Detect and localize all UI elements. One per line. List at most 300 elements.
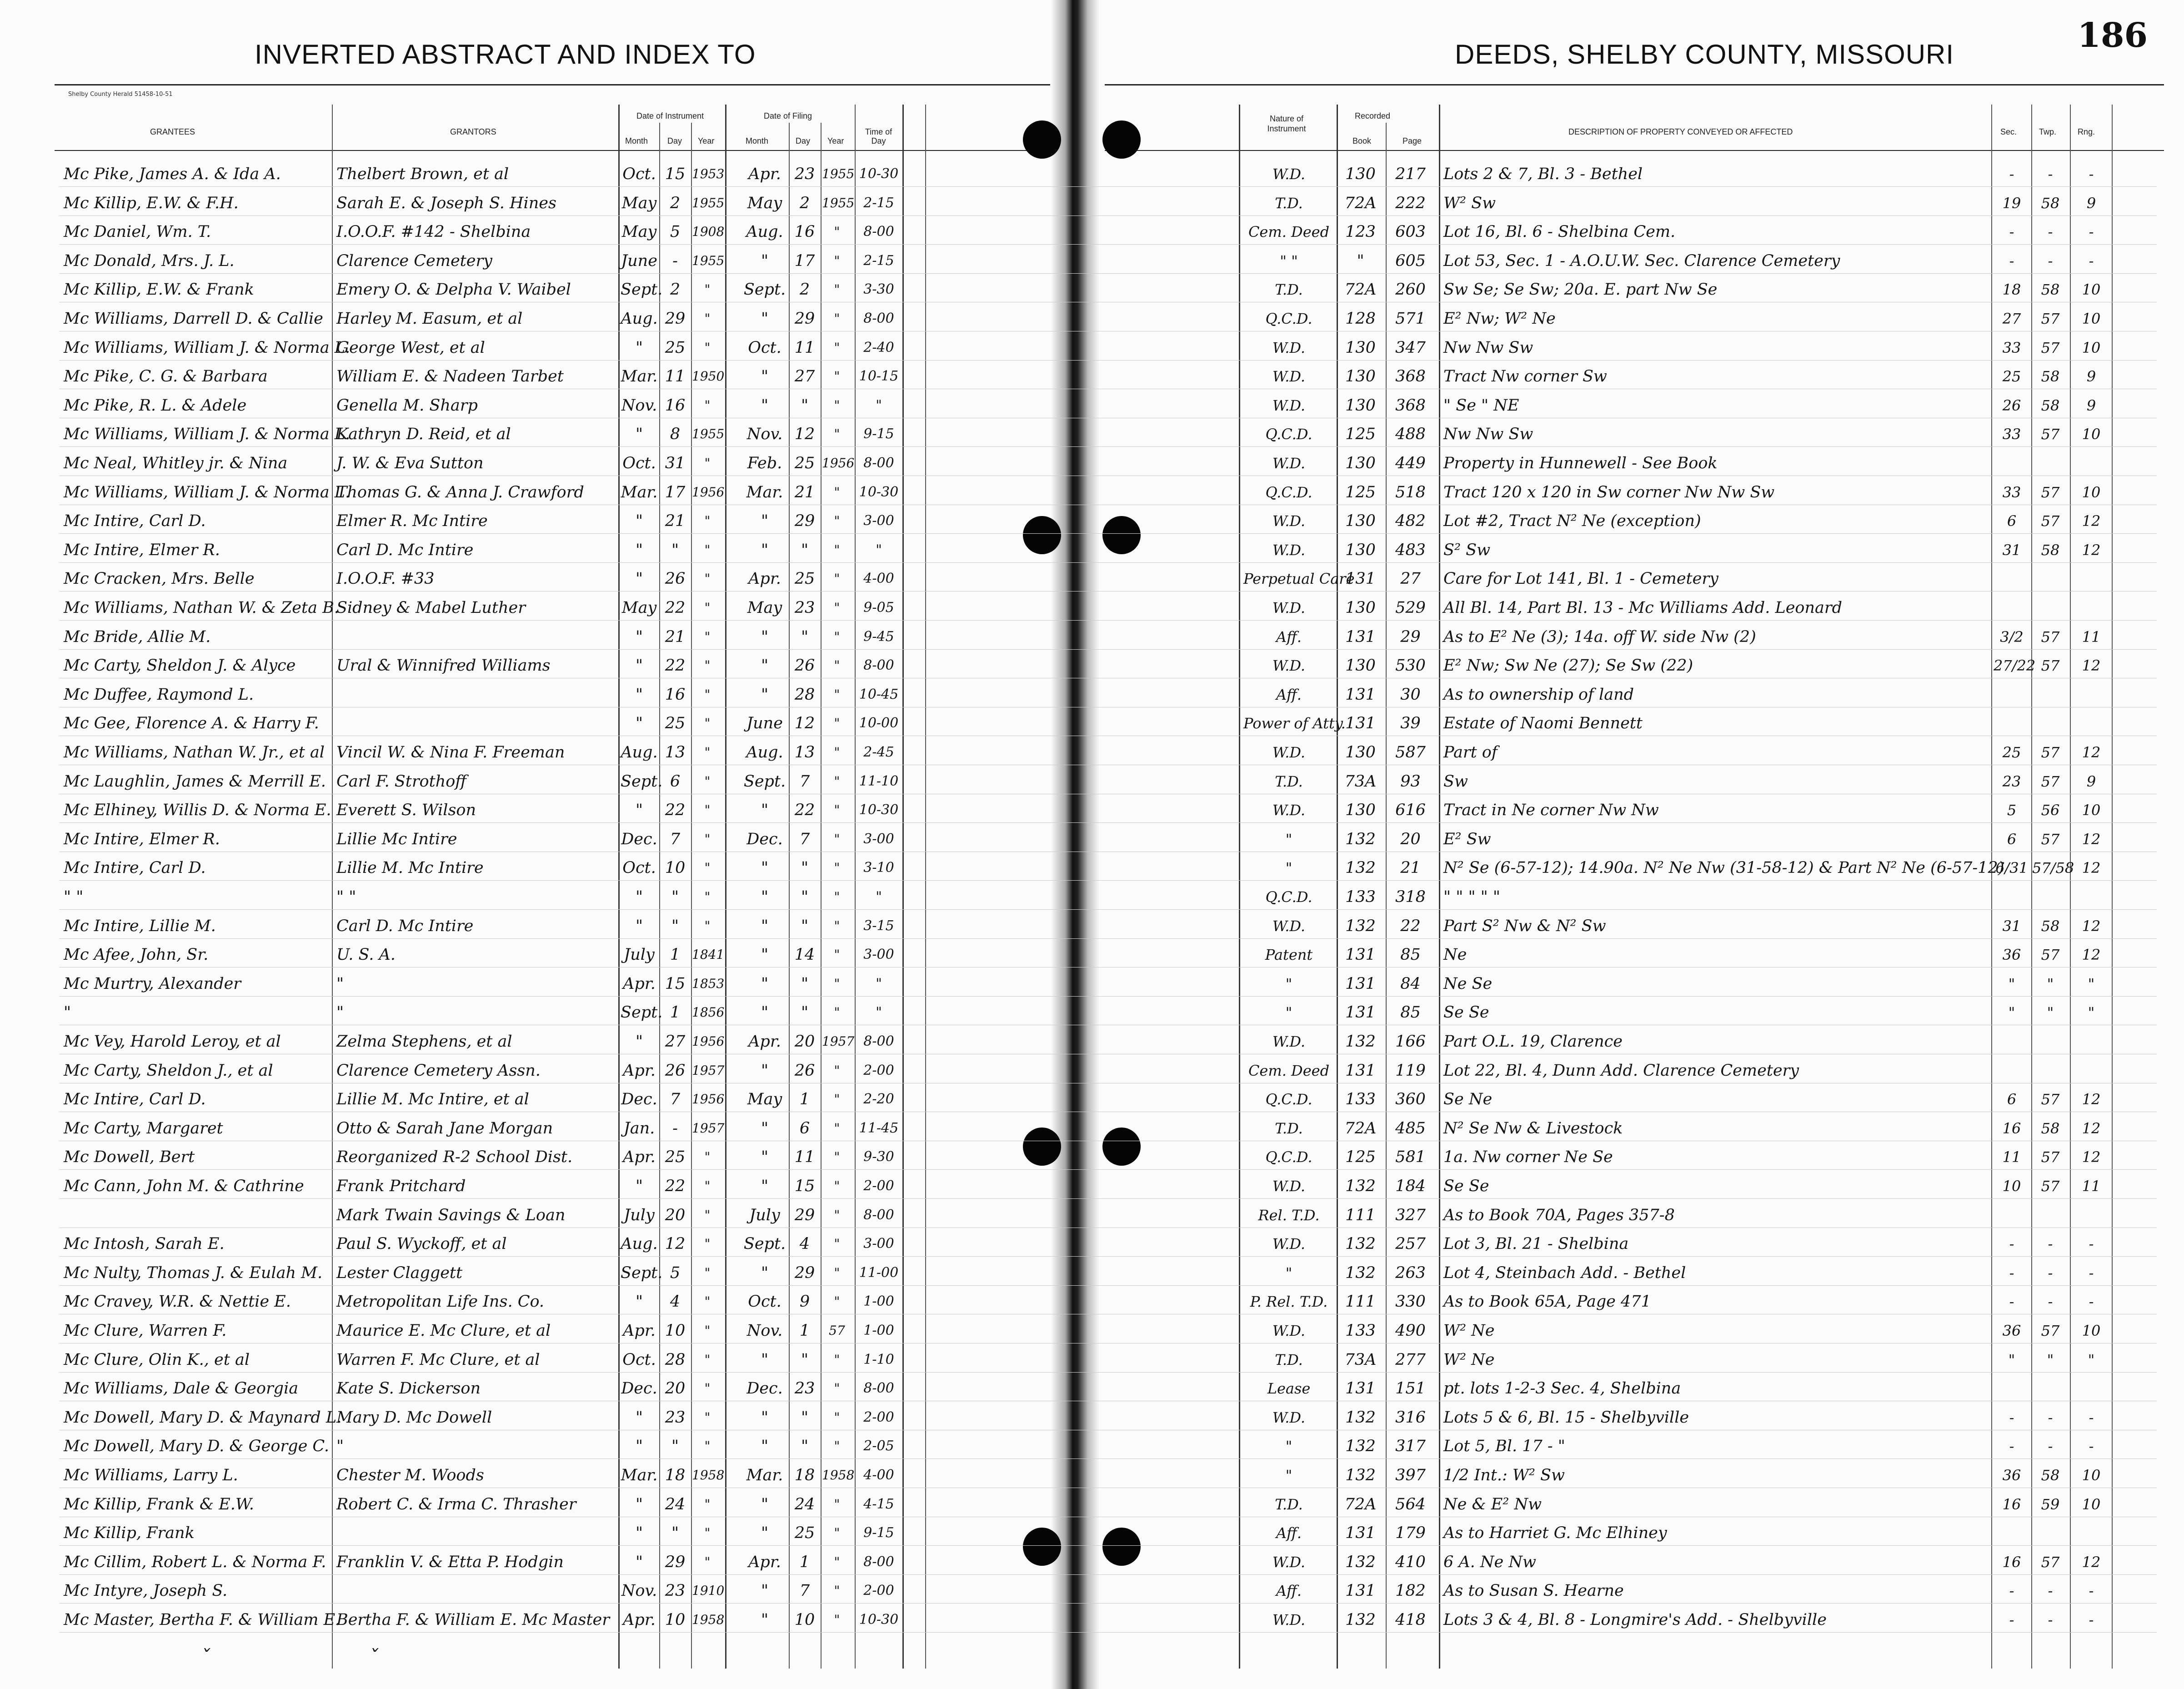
filing-year-cell: " [834, 1005, 840, 1020]
twp-cell: 57 [2041, 1148, 2060, 1166]
nature-cell: W.D. [1272, 1553, 1306, 1571]
table-row [0, 855, 2184, 881]
grantee-cell: Mc Donald, Mrs. J. L. [64, 251, 235, 270]
instrument-month-cell: May [621, 599, 657, 617]
page-cell: 564 [1395, 1495, 1426, 1514]
rng-cell: 12 [2082, 541, 2101, 559]
filing-month-cell: " [761, 801, 769, 820]
twp-cell: 57/58 [2032, 859, 2074, 877]
instrument-month-cell: " [635, 1408, 643, 1427]
table-row [0, 306, 2184, 331]
table-row [0, 1549, 2184, 1575]
table-row [0, 161, 2184, 187]
description-cell: Part of [1443, 743, 1498, 762]
col-date-of-filing: Date of Filing [764, 111, 812, 120]
filing-day-cell: 1 [799, 1090, 810, 1109]
twp-cell: 57 [2041, 483, 2060, 501]
filing-month-cell: " [761, 1408, 769, 1427]
description-cell: Lot 4, Steinbach Add. - Bethel [1443, 1263, 1686, 1282]
table-row [0, 1173, 2184, 1199]
page-cell: 485 [1395, 1119, 1426, 1138]
instrument-year-cell: " [704, 311, 711, 326]
grantor-cell: George West, et al [336, 338, 485, 357]
instrument-day-cell: 23 [665, 1408, 686, 1427]
filing-year-cell: " [834, 1092, 840, 1107]
instrument-month-cell: " [635, 714, 643, 733]
description-cell: pt. lots 1-2-3 Sec. 4, Shelbina [1443, 1379, 1681, 1398]
instrument-day-cell: 25 [665, 714, 686, 733]
grantor-cell: Ural & Winnifred Williams [336, 657, 551, 675]
instrument-month-cell: Aug. [621, 1235, 658, 1253]
filing-day-cell: 10 [794, 1611, 815, 1629]
twp-cell: - [2048, 165, 2053, 183]
instrument-day-cell: 1 [670, 1003, 681, 1022]
instrument-year-cell: 1958 [692, 1468, 725, 1483]
book-cell: 130 [1345, 512, 1376, 531]
filing-time-cell: 8-00 [863, 311, 894, 326]
instrument-day-cell: 8 [670, 425, 681, 444]
row-rule [59, 1372, 2157, 1373]
filing-year-cell: 1955 [822, 166, 855, 181]
table-row [0, 1144, 2184, 1170]
header-rule-left [55, 84, 1050, 85]
filing-day-cell: 29 [794, 310, 815, 328]
col-day: Day [667, 136, 682, 145]
nature-cell: Rel. T.D. [1258, 1206, 1320, 1224]
grantee-cell: Mc Elhiney, Willis D. & Norma E. [64, 801, 331, 820]
col-filing-day: Day [796, 136, 811, 145]
instrument-year-cell: 1841 [692, 947, 725, 962]
instrument-month-cell: Nov. [621, 396, 657, 415]
grantee-cell: Mc Dowell, Mary D. & Maynard L. [64, 1408, 342, 1427]
filing-year-cell: 57 [829, 1323, 845, 1338]
nature-cell: W.D. [1272, 368, 1306, 386]
table-row [0, 480, 2184, 505]
twp-cell: - [2048, 252, 2053, 270]
book-cell: 132 [1345, 1177, 1376, 1195]
col-filing-year: Year [827, 136, 844, 145]
grantor-cell: " [336, 1437, 344, 1456]
page-cell: 330 [1395, 1293, 1426, 1311]
twp-cell: 58 [2041, 917, 2060, 935]
book-cell: " [1357, 251, 1364, 270]
filing-day-cell: 25 [794, 1524, 815, 1543]
nature-cell: P. Rel. T.D. [1250, 1293, 1328, 1311]
instrument-month-cell: June [621, 251, 657, 270]
instrument-year-cell: 1956 [692, 1092, 725, 1107]
page-cell: 84 [1400, 974, 1421, 993]
filing-year-cell: " [834, 1438, 840, 1454]
instrument-month-cell: Apr. [623, 1611, 656, 1629]
instrument-day-cell: 16 [665, 396, 686, 415]
grantor-cell: Warren F. Mc Clure, et al [336, 1350, 540, 1369]
nature-cell: W.D. [1272, 455, 1306, 472]
book-cell: 130 [1345, 367, 1376, 386]
filing-month-cell: Aug. [746, 743, 783, 762]
grantee-cell: Mc Cravey, W.R. & Nettie E. [64, 1293, 291, 1311]
filing-year-cell: " [834, 773, 840, 789]
filing-time-cell: 9-05 [863, 600, 894, 616]
twp-cell: " [2047, 1004, 2054, 1022]
filing-day-cell: 29 [794, 1206, 815, 1224]
description-cell: Care for Lot 141, Bl. 1 - Cemetery [1443, 570, 1718, 588]
filing-day-cell: 12 [794, 425, 815, 444]
filing-month-cell: May [747, 194, 782, 212]
filing-year-cell: " [834, 484, 840, 500]
row-rule [59, 620, 2157, 621]
nature-cell: T.D. [1275, 1119, 1303, 1137]
row-rule [59, 562, 2157, 563]
row-rule [59, 996, 2157, 997]
filing-year-cell: " [834, 340, 840, 355]
instrument-month-cell: " [635, 1524, 643, 1543]
nature-cell: W.D. [1272, 802, 1306, 819]
filing-year-cell: " [834, 831, 840, 847]
rng-cell: 10 [2082, 339, 2101, 356]
description-cell: Lots 2 & 7, Bl. 3 - Bethel [1443, 165, 1643, 183]
instrument-year-cell: " [704, 600, 711, 615]
filing-time-cell: 10-45 [859, 686, 899, 702]
page-number: 186 [2077, 16, 2148, 55]
description-cell: Lot 16, Bl. 6 - Shelbina Cem. [1443, 223, 1676, 241]
sec-cell: 36 [2002, 946, 2021, 964]
twp-cell: 57 [2041, 310, 2060, 327]
grantee-cell: Mc Afee, John, Sr. [64, 946, 209, 964]
instrument-month-cell: Oct. [622, 1350, 656, 1369]
nature-cell: Q.C.D. [1265, 483, 1312, 501]
rng-cell: 9 [2086, 396, 2096, 414]
filing-month-cell: " [761, 1611, 769, 1629]
table-row [0, 1463, 2184, 1488]
instrument-day-cell: " [671, 541, 679, 559]
grantor-cell: Kathryn D. Reid, et al [336, 425, 511, 444]
table-row [0, 190, 2184, 216]
sec-cell: " [2008, 1004, 2015, 1022]
filing-time-cell: 10-00 [859, 715, 899, 732]
filing-day-cell: " [801, 974, 809, 993]
instrument-year-cell: " [704, 1323, 711, 1338]
description-cell: Lot 3, Bl. 21 - Shelbina [1443, 1235, 1629, 1253]
filing-month-cell: " [761, 541, 769, 559]
page-cell: 85 [1400, 1003, 1421, 1022]
col-book: Book [1352, 136, 1372, 145]
book-cell: 125 [1345, 483, 1376, 501]
filing-day-cell: 11 [794, 338, 815, 357]
filing-time-cell: " [876, 1004, 882, 1021]
instrument-day-cell: 17 [665, 483, 686, 501]
filing-time-cell: 2-15 [863, 195, 894, 211]
grantee-cell: Mc Cracken, Mrs. Belle [64, 570, 255, 588]
filing-month-cell: " [761, 1061, 769, 1080]
grantor-cell: William E. & Nadeen Tarbet [336, 367, 564, 386]
instrument-month-cell: " [635, 917, 643, 935]
description-cell: S² Sw [1443, 541, 1491, 559]
rng-cell: - [2089, 1438, 2094, 1455]
twp-cell: - [2048, 1582, 2053, 1600]
twp-cell: 57 [2041, 512, 2060, 530]
rng-cell: - [2089, 1264, 2094, 1282]
page-cell: 30 [1400, 685, 1421, 704]
sec-cell: - [2009, 252, 2014, 270]
nature-cell: T.D. [1275, 281, 1303, 299]
filing-day-cell: " [801, 1350, 809, 1369]
twp-cell: 58 [2041, 281, 2060, 299]
description-cell: Ne & E² Nw [1443, 1495, 1542, 1514]
page-cell: 21 [1400, 859, 1421, 877]
page-cell: 490 [1395, 1322, 1426, 1340]
filing-day-cell: " [801, 1003, 809, 1022]
table-row [0, 711, 2184, 736]
instrument-year-cell: " [704, 397, 711, 413]
rng-cell: 12 [2082, 657, 2101, 675]
nature-cell: W.D. [1272, 1178, 1306, 1195]
col-nature: Nature of Instrument [1267, 114, 1306, 133]
filing-month-cell: Apr. [748, 165, 781, 183]
grantee-cell: Mc Killip, Frank [64, 1524, 195, 1543]
table-row [0, 1029, 2184, 1054]
page-cell: 222 [1395, 194, 1426, 212]
instrument-month-cell: May [621, 194, 657, 212]
book-cell: 130 [1345, 454, 1376, 472]
grantee-cell: Mc Carty, Sheldon J., et al [64, 1061, 273, 1080]
filing-day-cell: 6 [799, 1119, 810, 1138]
nature-cell: W.D. [1272, 339, 1306, 356]
description-cell: E² Nw; W² Ne [1443, 310, 1556, 328]
filing-time-cell: 3-10 [863, 860, 894, 876]
instrument-month-cell: Sept. [621, 1003, 663, 1022]
instrument-day-cell: 1 [670, 946, 681, 964]
instrument-year-cell: 1910 [692, 1583, 725, 1599]
filing-month-cell: " [761, 1263, 769, 1282]
twp-cell: 57 [2041, 628, 2060, 646]
table-row [0, 1203, 2184, 1228]
grantee-cell: Mc Vey, Harold Leroy, et al [64, 1032, 281, 1051]
filing-year-cell: " [834, 311, 840, 326]
filing-month-cell: Mar. [746, 483, 783, 501]
filing-day-cell: 12 [794, 714, 815, 733]
sec-cell: 33 [2002, 483, 2021, 501]
grantee-cell: Mc Williams, Nathan W. & Zeta B. [64, 599, 339, 617]
sec-cell: 6 [2007, 1091, 2017, 1108]
description-cell: Lot #2, Tract N² Ne (exception) [1443, 512, 1701, 531]
book-cell: 131 [1345, 1003, 1376, 1022]
grantor-cell: " [336, 974, 344, 993]
filing-year-cell: " [834, 745, 840, 760]
filing-month-cell: Sept. [743, 772, 786, 791]
filing-month-cell: " [761, 946, 769, 964]
rng-cell: - [2089, 165, 2094, 183]
colhead-rule-left [55, 150, 1050, 151]
nature-cell: W.D. [1272, 165, 1306, 183]
grantee-cell: Mc Gee, Florence A. & Harry F. [64, 714, 319, 733]
description-cell: As to Book 65A, Page 471 [1443, 1293, 1651, 1311]
twp-cell: 58 [2041, 396, 2060, 414]
instrument-year-cell: " [704, 658, 711, 673]
filing-time-cell: 1-00 [863, 1323, 894, 1338]
nature-cell: T.D. [1275, 194, 1303, 212]
row-rule [59, 1603, 2157, 1604]
grantor-cell: Chester M. Woods [336, 1466, 484, 1484]
table-row [0, 393, 2184, 418]
instrument-day-cell: 15 [665, 974, 686, 993]
instrument-day-cell: 25 [665, 1148, 686, 1167]
rng-cell: 9 [2086, 368, 2096, 386]
instrument-month-cell: July [624, 946, 655, 964]
nature-cell: W.D. [1272, 1033, 1306, 1050]
rng-cell: - [2089, 1293, 2094, 1311]
table-row [0, 797, 2184, 823]
grantor-cell: I.O.O.F. #142 - Shelbina [336, 223, 531, 241]
filing-day-cell: 22 [794, 801, 815, 820]
nature-cell: " " [1280, 252, 1298, 270]
filing-time-cell: 4-00 [863, 1467, 894, 1483]
filing-day-cell: 15 [794, 1177, 815, 1195]
grantor-cell: Clarence Cemetery [336, 251, 492, 270]
filing-month-cell: " [761, 251, 769, 270]
description-cell: Part O.L. 19, Clarence [1443, 1032, 1623, 1051]
instrument-year-cell: " [704, 1236, 711, 1252]
grantee-cell: Mc Dowell, Mary D. & George C. [64, 1437, 330, 1456]
table-row [0, 769, 2184, 794]
instrument-day-cell: " [671, 1524, 679, 1543]
filing-time-cell: 2-00 [863, 1409, 894, 1425]
instrument-day-cell: 15 [665, 165, 686, 183]
description-cell: Part S² Nw & N² Sw [1443, 917, 1606, 935]
grantee-cell: Mc Bride, Allie M. [64, 627, 211, 646]
description-cell: Lots 3 & 4, Bl. 8 - Longmire's Add. - Shelbyville [1443, 1611, 1827, 1629]
twp-cell: 59 [2041, 1495, 2060, 1513]
grantor-cell: Carl D. Mc Intire [336, 541, 474, 559]
instrument-day-cell: 7 [670, 1090, 681, 1109]
filing-year-cell: " [834, 1294, 840, 1309]
sec-cell: 18 [2002, 281, 2021, 299]
instrument-day-cell: 29 [665, 1553, 686, 1571]
table-row [0, 740, 2184, 765]
grantor-cell: " " [336, 888, 356, 906]
book-cell: 131 [1345, 1379, 1376, 1398]
instrument-day-cell: 2 [670, 281, 681, 299]
grantor-cell: Lillie Mc Intire [336, 830, 457, 848]
nature-cell: Cem. Deed [1248, 223, 1330, 241]
description-cell: As to Book 70A, Pages 357-8 [1443, 1206, 1675, 1224]
book-cell: 131 [1345, 570, 1376, 588]
instrument-day-cell: 10 [665, 859, 686, 877]
grantor-cell: Elmer R. Mc Intire [336, 512, 488, 531]
filing-day-cell: 9 [799, 1293, 810, 1311]
table-row [0, 1578, 2184, 1604]
grantee-cell: Mc Cann, John M. & Cathrine [64, 1177, 304, 1195]
nature-cell: " [1285, 975, 1292, 992]
book-cell: 131 [1345, 1524, 1376, 1543]
page-cell: 603 [1395, 223, 1426, 241]
table-row [0, 277, 2184, 302]
filing-time-cell: 2-00 [863, 1583, 894, 1599]
grantee-cell: Mc Clure, Warren F. [64, 1322, 227, 1340]
filing-day-cell: 29 [794, 1263, 815, 1282]
instrument-day-cell: 20 [665, 1379, 686, 1398]
rng-cell: 12 [2082, 1148, 2101, 1166]
nature-cell: Q.C.D. [1265, 426, 1312, 443]
page-cell: 616 [1395, 801, 1426, 820]
instrument-year-cell: " [704, 889, 711, 904]
filing-time-cell: 2-00 [863, 1062, 894, 1078]
filing-month-cell: " [761, 888, 769, 906]
page-cell: 581 [1395, 1148, 1426, 1167]
table-row [0, 624, 2184, 650]
instrument-year-cell: " [704, 1381, 711, 1396]
description-cell: 1a. Nw corner Ne Se [1443, 1148, 1613, 1167]
filing-year-cell: " [834, 1409, 840, 1425]
pencil-mark: ˇ [200, 1646, 210, 1669]
filing-time-cell: 3-30 [863, 281, 894, 298]
table-row [0, 1260, 2184, 1286]
page-cell: 483 [1395, 541, 1426, 559]
description-cell: As to Susan S. Hearne [1443, 1582, 1624, 1600]
instrument-month-cell: " [635, 1032, 643, 1051]
twp-cell: 57 [2041, 339, 2060, 356]
page-cell: 571 [1395, 310, 1426, 328]
grantor-cell: Frank Pritchard [336, 1177, 466, 1195]
grantor-cell: Kate S. Dickerson [336, 1379, 481, 1398]
instrument-year-cell: " [704, 1438, 711, 1454]
filing-day-cell: " [801, 888, 809, 906]
sec-cell: 31 [2002, 541, 2021, 559]
filing-year-cell: " [834, 1554, 840, 1569]
book-cell: 130 [1345, 338, 1376, 357]
filing-month-cell: Dec. [746, 830, 783, 848]
table-row [0, 1318, 2184, 1343]
filing-month-cell: " [761, 1119, 769, 1138]
filing-time-cell: 2-40 [863, 339, 894, 356]
page-cell: 368 [1395, 396, 1426, 415]
sec-cell: 16 [2002, 1553, 2021, 1571]
filing-time-cell: 2-45 [863, 744, 894, 760]
instrument-day-cell: 21 [665, 627, 686, 646]
instrument-month-cell: " [635, 541, 643, 559]
instrument-day-cell: " [671, 917, 679, 935]
filing-year-cell: " [834, 716, 840, 731]
col-month: Month [625, 136, 648, 145]
instrument-year-cell: 1957 [692, 1120, 725, 1136]
pencil-mark: ˇ [368, 1646, 378, 1669]
filing-time-cell: " [876, 541, 882, 558]
grantor-cell: Vincil W. & Nina F. Freeman [336, 743, 565, 762]
filing-month-cell: " [761, 859, 769, 877]
description-cell: Ne [1443, 946, 1467, 964]
filing-month-cell: " [761, 1495, 769, 1514]
instrument-day-cell: 12 [665, 1235, 686, 1253]
sec-cell: 19 [2002, 194, 2021, 212]
filing-month-cell: " [761, 367, 769, 386]
table-row [0, 595, 2184, 621]
sec-cell: 25 [2002, 744, 2021, 761]
book-cell: 131 [1345, 627, 1376, 646]
instrument-year-cell: " [704, 1352, 711, 1367]
filing-time-cell: 10-15 [859, 368, 899, 385]
instrument-day-cell: 23 [665, 1582, 686, 1600]
filing-time-cell: 1-00 [863, 1293, 894, 1310]
nature-cell: " [1285, 1438, 1292, 1455]
page-cell: 360 [1395, 1090, 1426, 1109]
rng-cell: 12 [2082, 946, 2101, 964]
title-left: INVERTED ABSTRACT AND INDEX TO [255, 39, 756, 70]
twp-cell: 58 [2041, 1467, 2060, 1484]
rng-cell: 10 [2082, 281, 2101, 299]
page-cell: 184 [1395, 1177, 1426, 1195]
rng-cell: 12 [2082, 830, 2101, 848]
sec-cell: - [2009, 1235, 2014, 1253]
table-row [0, 248, 2184, 274]
